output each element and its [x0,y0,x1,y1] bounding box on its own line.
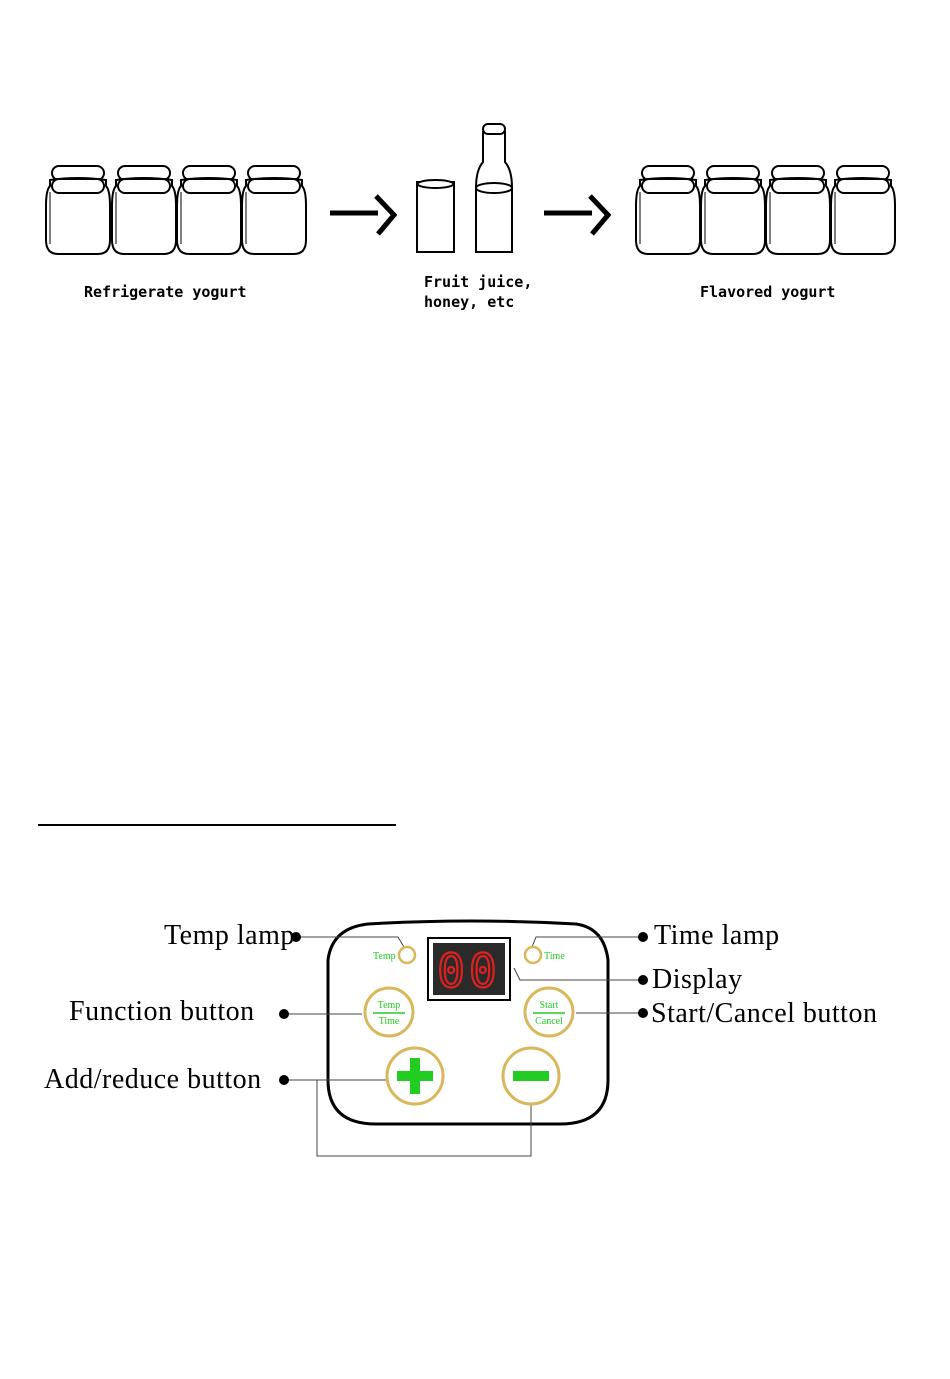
led-display [428,938,510,1000]
reduce-button[interactable] [503,1048,559,1104]
refrigerate-yogurt-label: Refrigerate yogurt [84,283,247,301]
function-button-bottom: Time [378,1016,400,1027]
start-cancel-callout: Start/Cancel button [651,998,878,1029]
temp-lamp-callout: Temp lamp [164,920,295,951]
flavored-yogurt-label: Flavored yogurt [700,283,836,301]
function-button-callout: Function button [69,996,255,1027]
add-reduce-callout: Add/reduce button [44,1064,262,1095]
time-lamp [525,947,541,963]
callout-dot [638,932,648,942]
minus-icon [513,1071,549,1081]
temp-lamp-label: Temp [373,951,396,962]
start-cancel-button[interactable] [525,988,573,1036]
function-button-top: Temp [377,1000,401,1011]
honey-label: honey, etc [424,293,515,311]
callout-dot [638,975,648,985]
callout-dot [279,1009,289,1019]
temp-lamp [399,947,415,963]
start-button-top: Start [539,1000,559,1011]
callout-dot [279,1075,289,1085]
fruit-juice-label: Fruit juice, [424,273,533,291]
time-lamp-label: Time [544,951,565,962]
function-button[interactable] [365,988,413,1036]
time-lamp-callout: Time lamp [654,920,780,951]
callout-dot [638,1008,648,1018]
display-digits: 00 [437,944,501,998]
add-button[interactable] [387,1048,443,1104]
display-callout: Display [652,964,743,995]
start-button-bottom: Cancel [535,1016,563,1027]
